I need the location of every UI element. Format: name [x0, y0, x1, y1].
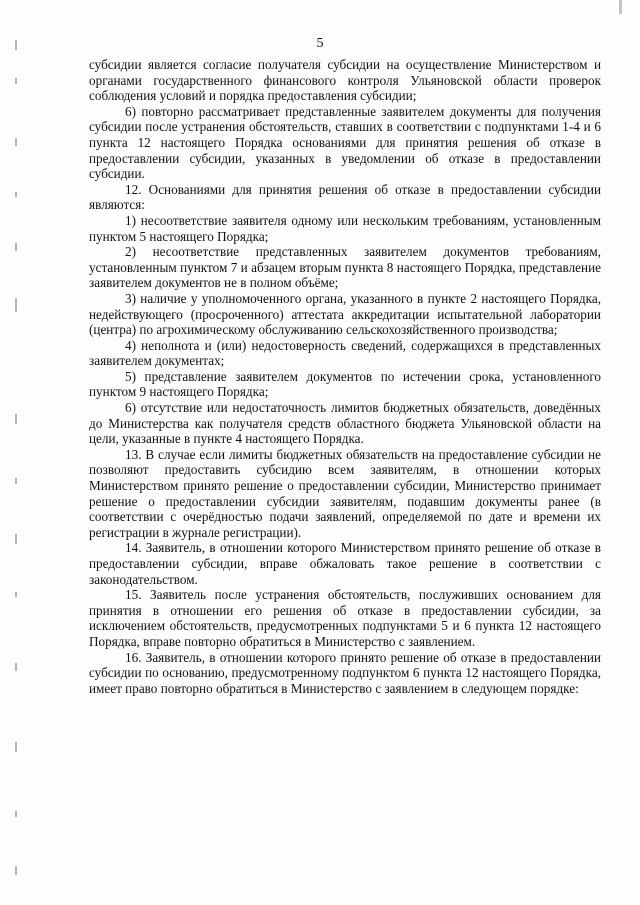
scan-artifact [619, 0, 622, 14]
document-body [89, 57, 601, 696]
paragraph: субсидии является согласие получателя субсидии на осуществление Министерством и органами государственного финансового контроля Ульяновской области проверок соблюдения условий и порядка предоставления субсидии; [89, 57, 601, 104]
paragraph: 16. Заявитель, в отношении которого принято решение об отказе в предоставлении субсидии по основанию, предусмотренному подпунктом 6 пункта 12 настоящего Порядка, имеет право повторно обратиться в Министерство с заявлением в следующем порядке: [89, 649, 601, 696]
paragraph: 5) представление заявителем документов по истечении срока, установленного пунктом 9 настоящего Порядка; [89, 368, 601, 400]
paragraph: 14. Заявитель, в отношении которого Министерством принято решение об отказе в предоставлении субсидии, вправе обжаловать такое решение в соответствии с законодательством. [89, 540, 601, 587]
paragraph: 4) неполнота и (или) недостоверность сведений, содержащихся в представленных заявителем документах; [89, 337, 601, 369]
paragraph: 12. Основаниями для принятия решения об отказе в предоставлении субсидии являются: [89, 181, 601, 213]
binding-marks [15, 40, 21, 880]
paragraph: 15. Заявитель после устранения обстоятельств, послуживших основанием для принятия в отношении его решения об отказе в предоставлении субсидии, за исключением обстоятельств, предусмотренных подпунктами 5 и 6 пункта 12 настоящего Порядка, вправе повторно обратиться в Министерство с заявлением. [89, 587, 601, 649]
paragraph: 3) наличие у уполномоченного органа, указанного в пункте 2 настоящего Порядка, недействующего (просроченного) аттестата аккредитации испытательной лаборатории (центра) по агрохимическому обслуживанию сельскохозяйственного производства; [89, 290, 601, 338]
paragraph: 6) повторно рассматривает представленные заявителем документы для получения субсидии после устранения обстоятельств, ставших в соответствии с подпунктами 1-4 и 6 пункта 12 настоящего Порядка основаниями для принятия решения об отказе в предоставлении субсидии, указанных в уведомлении об отказе в предоставлении субсидии. [89, 103, 601, 182]
paragraph: 2) несоответствие представленных заявителем документов требованиям, установленным пунктом 7 и абзацем вторым пункта 8 настоящего Порядка, представление заявителем документов не в полном объёме; [89, 244, 601, 291]
paragraph: 1) несоответствие заявителя одному или нескольким требованиям, установленным пунктом 5 настоящего Порядка; [89, 212, 601, 244]
paragraph: 13. В случае если лимиты бюджетных обязательств на предоставление субсидии не позволяют предоставить субсидию всем заявителям, в отношении которых Министерством принято решение о предоставлении субсидии, Министерство принимает решение о предоставлении субсидии заявителям, подавшим документы ранее (в соответствии с очерёдностью подачи заявлений, определяемой по дате и времени их регистрации в журнале регистрации). [89, 446, 601, 540]
paragraph: 6) отсутствие или недостаточность лимитов бюджетных обязательств, доведённых до Министерства как получателя средств областного бюджета Ульяновской области на цели, указанные в пункте 4 настоящего Порядка. [89, 400, 601, 447]
page-number: 5 [316, 36, 324, 51]
